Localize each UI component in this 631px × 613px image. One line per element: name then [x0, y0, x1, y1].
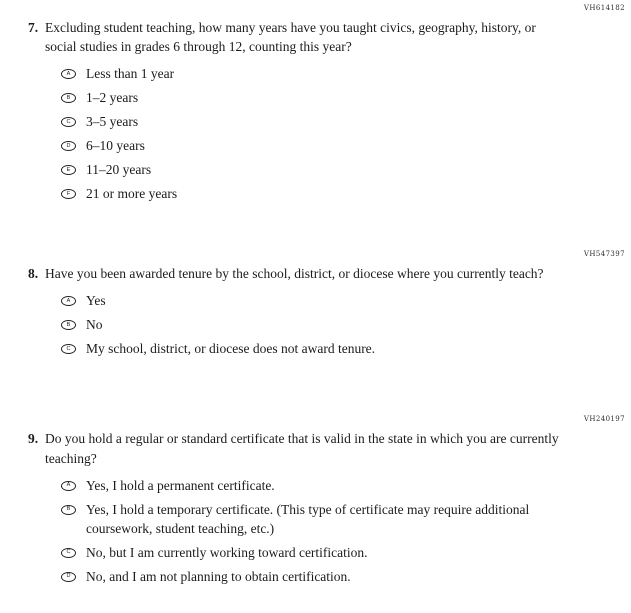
- question-block-8: [28, 250, 625, 359]
- answer-label: No: [86, 317, 103, 333]
- answer-option[interactable]: [61, 544, 625, 563]
- question-text: Excluding student teaching, how many years have you taught civics, geography, history, or social studies in grades 6 through 12, counting this year?: [45, 20, 536, 55]
- answer-bubble-icon[interactable]: D: [61, 141, 76, 151]
- answer-bubble-icon[interactable]: B: [61, 505, 76, 515]
- answer-label: 11–20 years: [86, 162, 152, 178]
- answer-bubble-icon[interactable]: C: [61, 548, 76, 558]
- answer-bubble-icon[interactable]: A: [61, 296, 76, 306]
- answer-option[interactable]: [61, 113, 625, 132]
- question-number: 7.: [28, 20, 39, 35]
- answer-option[interactable]: [61, 185, 625, 204]
- question-block-7: [28, 4, 625, 204]
- answer-option[interactable]: [61, 292, 625, 311]
- answer-bubble-icon[interactable]: C: [61, 344, 76, 354]
- question-block-9: [28, 415, 625, 586]
- answer-option[interactable]: [61, 65, 625, 84]
- answer-label: No, but I am currently working toward certification.: [86, 544, 368, 560]
- question-code: VH614182: [583, 4, 625, 12]
- answer-label: 6–10 years: [86, 138, 145, 154]
- answer-option[interactable]: [61, 340, 625, 359]
- answer-label: My school, district, or diocese does not award tenure.: [86, 341, 376, 357]
- answer-option[interactable]: [61, 89, 625, 108]
- answer-option[interactable]: [61, 161, 625, 180]
- question-text: Do you hold a regular or standard certificate that is valid in the state in which you are currently teaching?: [45, 431, 559, 466]
- answer-bubble-icon[interactable]: A: [61, 69, 76, 79]
- answer-bubble-icon[interactable]: E: [61, 165, 76, 175]
- answer-bubble-icon[interactable]: C: [61, 117, 76, 127]
- question-number: 8.: [28, 266, 39, 282]
- answer-bubble-icon[interactable]: B: [61, 320, 76, 330]
- question-code: VH547397: [583, 250, 625, 259]
- answer-option[interactable]: [61, 501, 625, 539]
- answer-option[interactable]: [61, 316, 625, 335]
- answer-option[interactable]: [61, 477, 625, 496]
- options-list: [61, 292, 625, 359]
- answer-label: Yes, I hold a permanent certificate.: [86, 477, 275, 493]
- answer-label: Yes, I hold a temporary certificate. (This type of certificate may require additional coursework, student teaching, etc.): [86, 501, 530, 536]
- question-text: Have you been awarded tenure by the school, district, or diocese where you currently teach?: [45, 266, 544, 282]
- answer-option[interactable]: [61, 568, 625, 587]
- question-code: VH240197: [583, 415, 625, 424]
- answer-bubble-icon[interactable]: D: [61, 572, 76, 582]
- answer-label: Less than 1 year: [86, 66, 175, 82]
- answer-label: 21 or more years: [86, 186, 178, 202]
- answer-label: No, and I am not planning to obtain certification.: [86, 568, 351, 584]
- options-list: [61, 477, 625, 587]
- answer-option[interactable]: [61, 137, 625, 156]
- answer-label: 1–2 years: [86, 90, 139, 106]
- options-list: [61, 65, 625, 204]
- question-number: 9.: [28, 431, 39, 447]
- answer-bubble-icon[interactable]: B: [61, 93, 76, 103]
- answer-label: Yes: [86, 293, 106, 309]
- answer-label: 3–5 years: [86, 114, 139, 130]
- answer-bubble-icon[interactable]: A: [61, 481, 76, 491]
- answer-bubble-icon[interactable]: F: [61, 189, 76, 199]
